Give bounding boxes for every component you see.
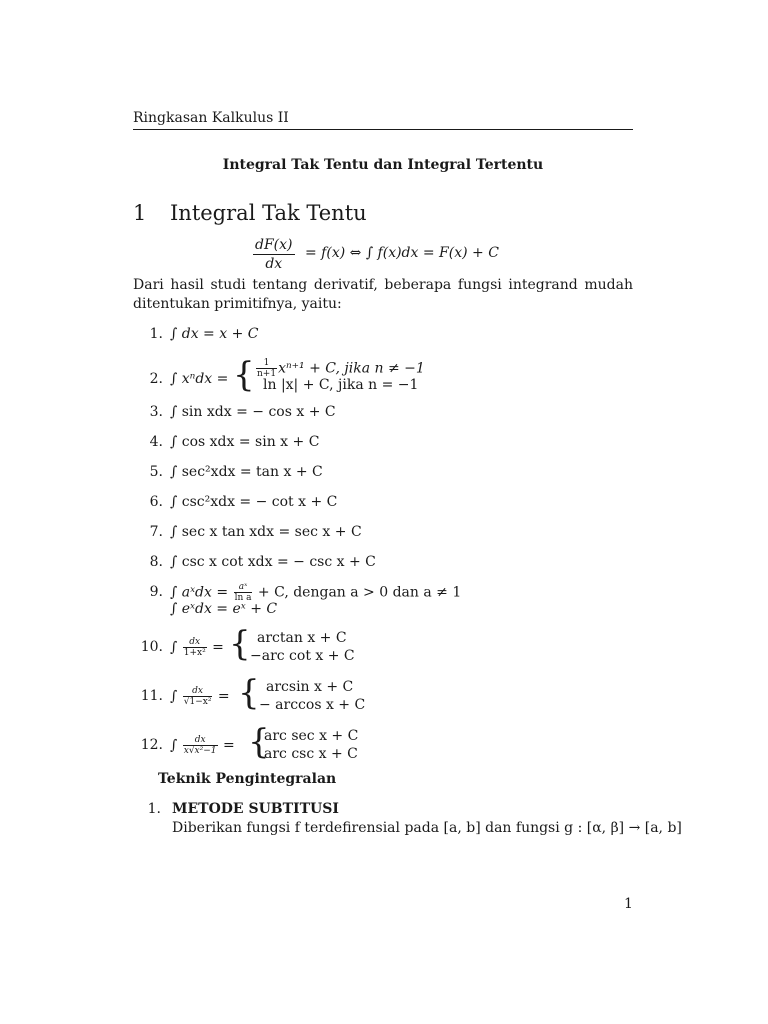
- formula-3: [133, 402, 633, 422]
- formula-text: ∫ sin xdx = − cos x + C: [170, 404, 336, 420]
- running-header: Ringkasan Kalkulus II: [133, 110, 289, 126]
- case-1: arcsin x + C: [266, 679, 354, 695]
- formula-number: 7.: [149, 524, 163, 540]
- formula-number: 12.: [140, 737, 163, 753]
- formula-number: 4.: [149, 434, 163, 450]
- formula-text: ∫ cos xdx = sin x + C: [170, 434, 320, 450]
- formula-number: 2.: [149, 371, 163, 387]
- method-text: Diberikan fungsi f terdefirensial pada [a, b] dan fungsi g : [α, β] → [a, b]: [172, 820, 682, 836]
- formula-text: ∫ sec x tan xdx = sec x + C: [170, 524, 362, 540]
- formula-9-line-1: ∫ aˣdx = $\frac{\text{aˣ}}{\text{ln a}}$ + C, dengan a > 0 dan a ≠ 1: [170, 582, 462, 603]
- formula-4: [133, 432, 633, 452]
- formula-text: ∫ csc x cot xdx = − csc x + C: [170, 554, 376, 570]
- formula-text: ∫ sec²xdx = tan x + C: [170, 464, 323, 480]
- formula-10-lhs: ∫ $\frac{dx}{\text{1+x²}}$ =: [170, 637, 224, 658]
- formula-number: 10.: [140, 639, 163, 655]
- left-brace: {: [233, 355, 255, 395]
- formula-9-line-2: ∫ eˣdx = eˣ + C: [170, 601, 278, 617]
- subsection-title: Teknik Pengintegralan: [158, 771, 337, 787]
- header-rule: [133, 129, 633, 130]
- formula-5: [133, 462, 633, 482]
- formula-12-lhs: ∫ $\frac{dx}{\text{x√x²−1}}$ =: [170, 735, 235, 756]
- formula-1: [133, 324, 633, 344]
- formula-11: [133, 673, 633, 716]
- formula-number: 11.: [140, 688, 163, 704]
- case-2: − arccos x + C: [259, 697, 366, 713]
- formula-text: ∫ csc²xdx = − cot x + C: [170, 494, 338, 510]
- section-number: 1: [133, 201, 147, 225]
- method-title: METODE SUBTITUSI: [172, 801, 339, 817]
- formula-number: 9.: [149, 584, 163, 600]
- main-eq-denominator: dx: [265, 256, 283, 272]
- case-2: arc csc x + C: [264, 746, 358, 762]
- main-eq-numerator: dF(x): [255, 237, 293, 253]
- formula-9: [133, 582, 633, 618]
- main-eq-rhs: = f(x) ⇔ ∫ f(x)dx = F(x) + C: [305, 245, 499, 261]
- main-eq-fraction: [253, 236, 295, 273]
- section-title: Integral Tak Tentu: [170, 201, 367, 225]
- formula-8: [133, 552, 633, 572]
- case-1: arctan x + C: [257, 630, 347, 646]
- case-2: −arc cot x + C: [250, 648, 355, 664]
- page-number: 1: [624, 896, 633, 912]
- formula-9-fraction: $\frac{\text{aˣ}}{\text{ln a}}$: [234, 582, 252, 603]
- formula-number: 5.: [149, 464, 163, 480]
- formula-10: [133, 624, 633, 667]
- main-equation: [133, 236, 633, 276]
- formula-number: 6.: [149, 494, 163, 510]
- intro-paragraph: Dari hasil studi tentang derivatif, beberapa fungsi integrand mudah ditentukan primitifnya, yaitu:: [133, 277, 633, 312]
- method-number: 1.: [147, 801, 161, 817]
- formula-6: [133, 492, 633, 512]
- left-brace: {: [229, 624, 251, 664]
- case-1: $\frac{1}{n+1}$ xⁿ⁺¹ + C, jika n ≠ −1: [257, 358, 425, 379]
- left-brace: {: [248, 722, 270, 762]
- formula-2: [133, 355, 633, 395]
- formula-11-lhs: ∫ $\frac{dx}{\text{√1−x²}}$ =: [170, 686, 230, 707]
- formula-12: [133, 722, 633, 765]
- formula-number: 8.: [149, 554, 163, 570]
- formula-number: 1.: [149, 326, 163, 342]
- left-brace: {: [238, 673, 260, 713]
- formula-number: 3.: [149, 404, 163, 420]
- case-1: arc sec x + C: [264, 728, 359, 744]
- formula-7: [133, 522, 633, 542]
- case-1-fraction: $\frac{1}{n+1}$: [257, 358, 277, 379]
- formula-lhs: ∫ xⁿdx =: [170, 371, 229, 387]
- document-title: Integral Tak Tentu dan Integral Tertentu: [222, 157, 544, 173]
- formula-text: ∫ dx = x + C: [170, 326, 259, 342]
- case-2: ln |x| + C, jika n = −1: [263, 377, 419, 393]
